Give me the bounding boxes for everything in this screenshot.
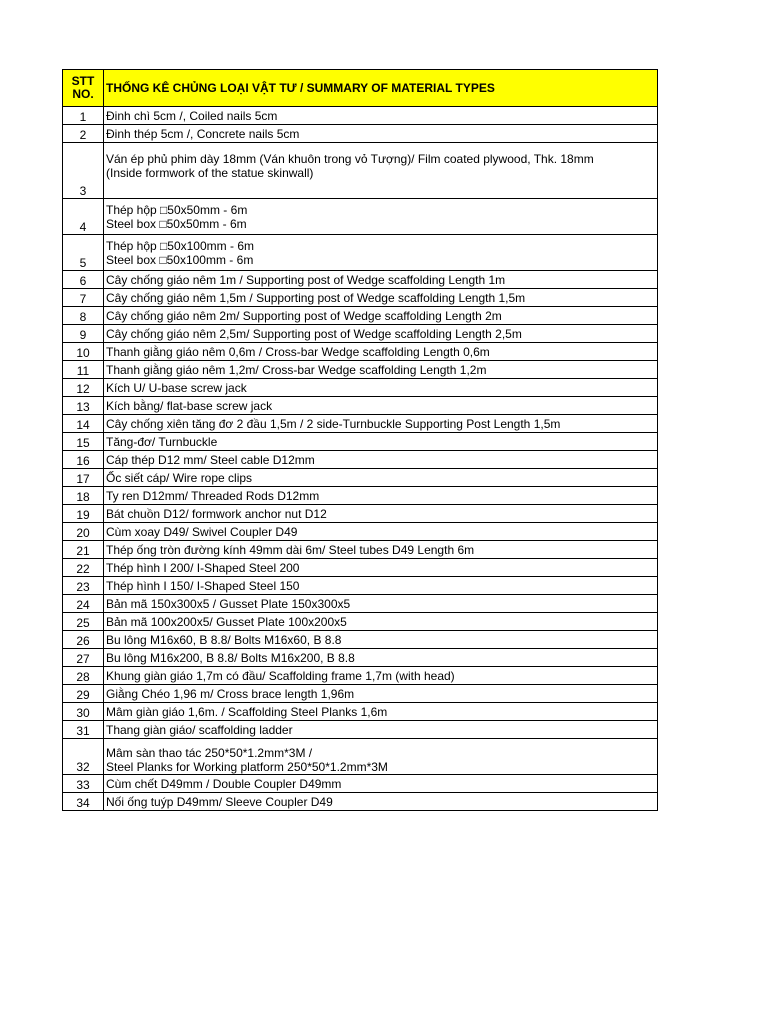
table-row: [63, 199, 658, 235]
material-description-line: Mâm giàn giáo 1,6m. / Scaffolding Steel Planks 1,6m: [106, 704, 388, 719]
material-description-line: Steel Planks for Working platform 250*50*1.2mm*3M: [106, 760, 388, 774]
row-number: 31: [76, 724, 90, 738]
row-number-cell: [63, 541, 104, 559]
row-number: 13: [76, 400, 90, 414]
table-row: [63, 667, 658, 685]
material-description-line: Khung giàn giáo 1,7m có đầu/ Scaffolding frame 1,7m (with head): [106, 668, 455, 683]
material-description-line: Cây chống giáo nêm 1m / Supporting post of Wedge scaffolding Length 1m: [106, 272, 506, 287]
material-summary-table: [62, 69, 658, 811]
material-description-line: Bản mã 150x300x5 / Gusset Plate 150x300x5: [106, 596, 351, 611]
table-row: [63, 307, 658, 325]
material-description-line: Thép hộp □50x100mm - 6m: [106, 238, 254, 253]
material-description-cell: [104, 107, 658, 125]
row-number: 3: [79, 184, 87, 198]
material-description-cell: [104, 793, 658, 811]
table-row: [63, 793, 658, 811]
row-number: 15: [76, 436, 90, 450]
table-row: [63, 775, 658, 793]
material-description-line: Bu lông M16x60, B 8.8/ Bolts M16x60, B 8.8: [106, 632, 342, 647]
row-number-cell: [63, 289, 104, 307]
header-title-cell: [104, 70, 658, 107]
table-row: [63, 325, 658, 343]
row-number-cell: [63, 125, 104, 143]
material-description-cell: [104, 343, 658, 361]
material-description-cell: [104, 271, 658, 289]
row-number: 23: [76, 580, 90, 594]
table-row: [63, 143, 658, 199]
row-number: 9: [79, 328, 87, 342]
row-number: 10: [76, 346, 90, 360]
material-description-cell: [104, 721, 658, 739]
material-description-cell: [104, 685, 658, 703]
row-number: 16: [76, 454, 90, 468]
table-row: [63, 361, 658, 379]
material-description-line: Thanh giằng giáo nêm 1,2m/ Cross-bar Wedge scaffolding Length 1,2m: [106, 362, 487, 377]
table-row: [63, 703, 658, 721]
row-number-cell: [63, 107, 104, 125]
row-number: 11: [76, 364, 90, 378]
row-number-cell: [63, 631, 104, 649]
row-number: 21: [76, 544, 90, 558]
row-number-cell: [63, 325, 104, 343]
row-number: 1: [79, 110, 87, 124]
table-row: [63, 271, 658, 289]
row-number: 17: [76, 472, 90, 486]
row-number-cell: [63, 199, 104, 235]
material-description-line: (Inside formwork of the statue skinwall): [106, 165, 314, 180]
row-number-cell: [63, 649, 104, 667]
row-number-cell: [63, 577, 104, 595]
row-number-cell: [63, 505, 104, 523]
table-row: [63, 523, 658, 541]
table-row: [63, 559, 658, 577]
row-number-cell: [63, 721, 104, 739]
table-row: [63, 685, 658, 703]
material-description-cell: [104, 469, 658, 487]
row-number-cell: [63, 397, 104, 415]
table-row: [63, 379, 658, 397]
row-number-cell: [63, 469, 104, 487]
row-number-cell: [63, 775, 104, 793]
table-row: [63, 721, 658, 739]
table-row: [63, 107, 658, 125]
row-number-cell: [63, 271, 104, 289]
row-number: 8: [79, 310, 87, 324]
table-row: [63, 397, 658, 415]
table-row: [63, 631, 658, 649]
row-number: 22: [76, 562, 90, 576]
table-row: [63, 649, 658, 667]
material-description-line: Cây chống giáo nêm 1,5m / Supporting post of Wedge scaffolding Length 1,5m: [106, 290, 526, 305]
material-description-cell: [104, 397, 658, 415]
material-description-line: Ty ren D12mm/ Threaded Rods D12mm: [106, 488, 320, 503]
table-body: [63, 70, 658, 811]
row-number-cell: [63, 559, 104, 577]
row-number: 12: [76, 382, 90, 396]
material-description-line: Bản mã 100x200x5/ Gusset Plate 100x200x5: [106, 614, 347, 629]
row-number-cell: [63, 739, 104, 775]
row-number-cell: [63, 451, 104, 469]
material-description-line: Cùm chết D49mm / Double Coupler D49mm: [106, 776, 342, 791]
material-description-cell: [104, 451, 658, 469]
material-description-cell: [104, 541, 658, 559]
material-description-cell: [104, 235, 658, 271]
material-description-cell: [104, 289, 658, 307]
material-description-line: Thang giàn giáo/ scaffolding ladder: [106, 722, 293, 737]
material-description-cell: [104, 613, 658, 631]
row-number: 14: [76, 418, 90, 432]
row-number-cell: [63, 415, 104, 433]
header-title: THỐNG KÊ CHỦNG LOẠI VẬT TƯ / SUMMARY OF MATERIAL TYPES: [106, 81, 495, 95]
material-description-cell: [104, 667, 658, 685]
material-description-cell: [104, 595, 658, 613]
row-number-cell: [63, 487, 104, 505]
material-description-cell: [104, 307, 658, 325]
material-description-line: Bu lông M16x200, B 8.8/ Bolts M16x200, B 8.8: [106, 650, 355, 665]
material-description-line: Đinh chì 5cm /, Coiled nails 5cm: [106, 108, 278, 123]
table-row: [63, 613, 658, 631]
material-description-line: Bát chuồn D12/ formwork anchor nut D12: [106, 506, 327, 521]
material-description-line: Cùm xoay D49/ Swivel Coupler D49: [106, 524, 298, 539]
row-number: 7: [79, 292, 87, 306]
row-number-cell: [63, 613, 104, 631]
material-description-cell: [104, 649, 658, 667]
row-number-cell: [63, 343, 104, 361]
row-number: 32: [76, 760, 90, 774]
row-number: 6: [79, 274, 87, 288]
material-description-line: Steel box □50x50mm - 6m: [106, 216, 247, 231]
material-description-cell: [104, 523, 658, 541]
material-description-cell: [104, 361, 658, 379]
table-row: [63, 541, 658, 559]
row-number: 30: [76, 706, 90, 720]
row-number-cell: [63, 433, 104, 451]
row-number-cell: [63, 143, 104, 199]
table-row: [63, 415, 658, 433]
material-description-cell: [104, 433, 658, 451]
row-number: 34: [76, 796, 90, 810]
row-number: 18: [76, 490, 90, 504]
material-description-line: Thép hình I 200/ I-Shaped Steel 200: [106, 560, 300, 575]
header-stt-cell: [63, 70, 104, 107]
table-row: [63, 739, 658, 775]
material-description-cell: [104, 703, 658, 721]
material-description-cell: [104, 505, 658, 523]
row-number-cell: [63, 523, 104, 541]
material-description-cell: [104, 199, 658, 235]
material-description-cell: [104, 379, 658, 397]
material-description-line: Cây chống giáo nêm 2,5m/ Supporting post of Wedge scaffolding Length 2,5m: [106, 326, 522, 341]
material-description-cell: [104, 143, 658, 199]
table-row: [63, 577, 658, 595]
material-description-cell: [104, 631, 658, 649]
row-number: 20: [76, 526, 90, 540]
table-row: [63, 289, 658, 307]
table-row: [63, 595, 658, 613]
row-number-cell: [63, 703, 104, 721]
row-number: 27: [76, 652, 90, 666]
table-row: [63, 451, 658, 469]
row-number: 5: [79, 256, 87, 270]
table-row: [63, 469, 658, 487]
table-row: [63, 343, 658, 361]
material-description-line: Cáp thép D12 mm/ Steel cable D12mm: [106, 452, 315, 467]
material-description-line: Kích bằng/ flat-base screw jack: [106, 398, 273, 413]
row-number-cell: [63, 667, 104, 685]
header-stt-label: STT: [71, 74, 95, 88]
material-description-line: Đinh thép 5cm /, Concrete nails 5cm: [106, 126, 300, 141]
material-description-line: Thép hình I 150/ I-Shaped Steel 150: [106, 578, 300, 593]
material-description-cell: [104, 775, 658, 793]
row-number-cell: [63, 793, 104, 811]
material-description-line: Tăng-đơ/ Turnbuckle: [106, 434, 218, 449]
row-number: 25: [76, 616, 90, 630]
table-row: [63, 487, 658, 505]
row-number-cell: [63, 685, 104, 703]
table-row: [63, 433, 658, 451]
material-description-cell: [104, 325, 658, 343]
material-description-line: Giằng Chéo 1,96 m/ Cross brace length 1,96m: [106, 686, 355, 701]
material-description-line: Thép ống tròn đường kính 49mm dài 6m/ Steel tubes D49 Length 6m: [106, 542, 475, 557]
row-number: 26: [76, 634, 90, 648]
material-description-cell: [104, 487, 658, 505]
material-description-line: Steel box □50x100mm - 6m: [106, 252, 254, 267]
row-number-cell: [63, 361, 104, 379]
material-description-cell: [104, 577, 658, 595]
material-description-line: Kích U/ U-base screw jack: [106, 380, 247, 395]
material-description-cell: [104, 739, 658, 775]
header-no-label: NO.: [72, 87, 94, 101]
row-number: 28: [76, 670, 90, 684]
row-number: 33: [76, 778, 90, 792]
table-row: [63, 235, 658, 271]
material-description-line: Mâm sàn thao tác 250*50*1.2mm*3M /: [106, 746, 313, 760]
material-description-cell: [104, 415, 658, 433]
material-description-line: Ván ép phủ phim dày 18mm (Ván khuôn trong vỏ Tượng)/ Film coated plywood, Thk. 18mm: [106, 151, 594, 166]
row-number-cell: [63, 379, 104, 397]
row-number: 29: [76, 688, 90, 702]
material-description-line: Cây chống xiên tăng đơ 2 đầu 1,5m / 2 side-Turnbuckle Supporting Post Length 1,5m: [106, 416, 561, 431]
table-row: [63, 125, 658, 143]
row-number: 24: [76, 598, 90, 612]
material-description-cell: [104, 125, 658, 143]
material-description-line: Ốc siết cáp/ Wire rope clips: [106, 470, 253, 485]
row-number: 2: [79, 128, 87, 142]
row-number: 19: [76, 508, 90, 522]
material-description-line: Thanh giằng giáo nêm 0,6m / Cross-bar Wedge scaffolding Length 0,6m: [106, 344, 490, 359]
row-number-cell: [63, 235, 104, 271]
row-number: 4: [79, 220, 87, 234]
material-description-line: Thép hộp □50x50mm - 6m: [106, 202, 248, 217]
table-header-row: [63, 70, 658, 107]
row-number-cell: [63, 595, 104, 613]
material-description-cell: [104, 559, 658, 577]
material-description-line: Nối ống tuýp D49mm/ Sleeve Coupler D49: [106, 794, 333, 809]
table-row: [63, 505, 658, 523]
material-description-line: Cây chống giáo nêm 2m/ Supporting post of Wedge scaffolding Length 2m: [106, 308, 502, 323]
row-number-cell: [63, 307, 104, 325]
